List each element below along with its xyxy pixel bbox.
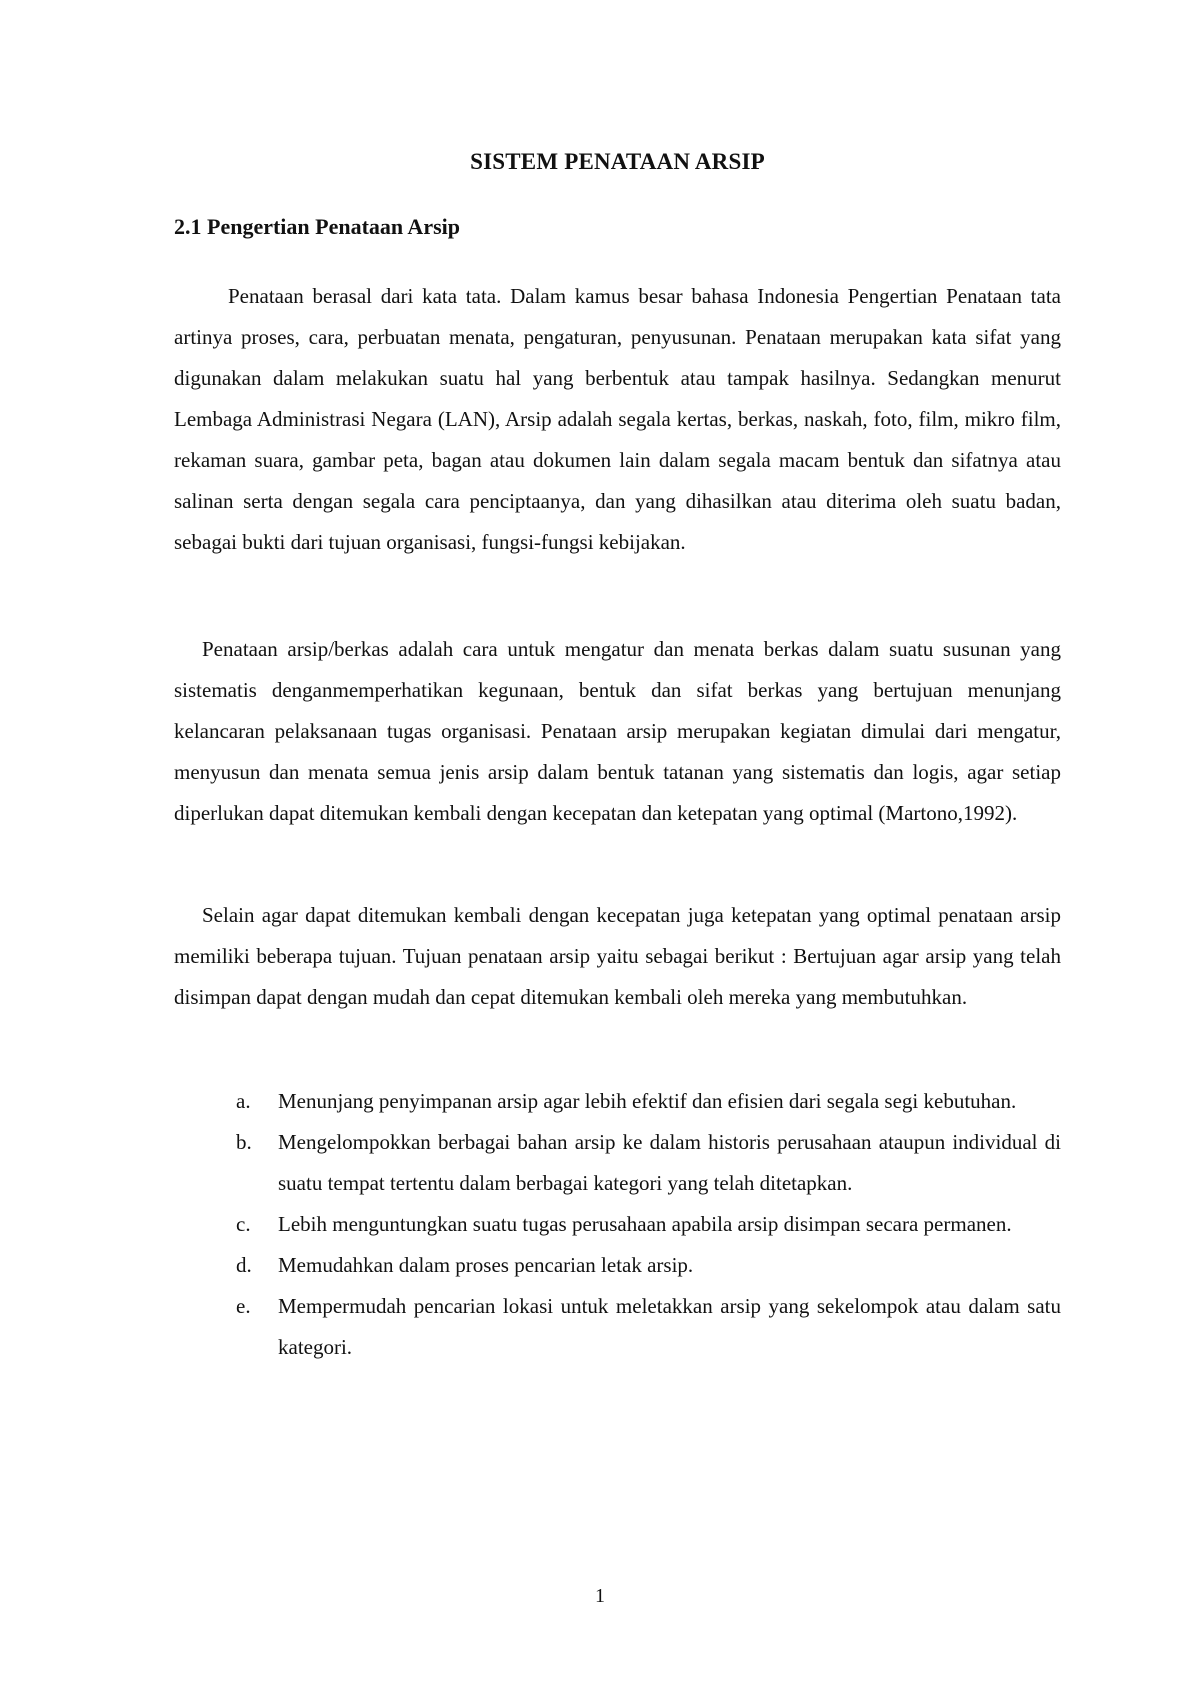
- list-marker: a.: [236, 1089, 251, 1113]
- document-title: SISTEM PENATAAN ARSIP: [470, 149, 765, 174]
- list-item: [236, 1204, 1061, 1245]
- list-item: [236, 1122, 1061, 1204]
- paragraph-1: Penataan berasal dari kata tata. Dalam kamus besar bahasa Indonesia Pengertian Penataan tata artinya proses, cara, perbuatan menata, pengaturan, penyusunan. Penataan merupakan kata sifat yang digunakan dalam melakukan suatu hal yang berbentuk atau tampak hasilnya. Sedangkan menurut Lembaga Administrasi Negara (LAN), Arsip adalah segala kertas, berkas, naskah, foto, film, mikro film, rekaman suara, gambar peta, bagan atau dokumen lain dalam segala macam bentuk dan sifatnya atau salinan serta dengan segala cara penciptaanya, dan yang dihasilkan atau diterima oleh suatu badan, sebagai bukti dari tujuan organisasi, fungsi-fungsi kebijakan.: [174, 284, 1061, 554]
- paragraph-2: Penataan arsip/berkas adalah cara untuk mengatur dan menata berkas dalam suatu susunan yang sistematis denganmemperhatikan kegunaan, bentuk dan sifat berkas yang bertujuan menunjang kelancaran pelaksanaan tugas organisasi. Penataan arsip merupakan kegiatan dimulai dari mengatur, menyusun dan menata semua jenis arsip dalam bentuk tatanan yang sistematis dan logis, agar setiap diperlukan dapat ditemukan kembali dengan kecepatan dan ketepatan yang optimal (Martono,1992).: [174, 637, 1061, 825]
- list-item: [236, 1081, 1061, 1122]
- list-item-text: Menunjang penyimpanan arsip agar lebih efektif dan efisien dari segala segi kebutuhan.: [278, 1089, 1017, 1113]
- list-item-text: Lebih menguntungkan suatu tugas perusahaan apabila arsip disimpan secara permanen.: [278, 1212, 1012, 1236]
- list-item: [236, 1286, 1061, 1368]
- list-item-text: Mengelompokkan berbagai bahan arsip ke dalam historis perusahaan ataupun individual di suatu tempat tertentu dalam berbagai kategori yang telah ditetapkan.: [278, 1130, 1061, 1195]
- section-heading: 2.1 Pengertian Penataan Arsip: [174, 214, 460, 239]
- list-marker: c.: [236, 1212, 251, 1236]
- list-item-text: Memudahkan dalam proses pencarian letak arsip.: [278, 1253, 694, 1277]
- paragraph-3: Selain agar dapat ditemukan kembali dengan kecepatan juga ketepatan yang optimal penataan arsip memiliki beberapa tujuan. Tujuan penataan arsip yaitu sebagai berikut : Bertujuan agar arsip yang telah disimpan dapat dengan mudah dan cepat ditemukan kembali oleh mereka yang membutuhkan.: [174, 903, 1061, 1009]
- list-marker: d.: [236, 1253, 252, 1277]
- list-item-text: Mempermudah pencarian lokasi untuk meletakkan arsip yang sekelompok atau dalam satu kategori.: [278, 1294, 1061, 1359]
- purpose-list: [236, 1081, 1061, 1368]
- list-marker: e.: [236, 1294, 251, 1318]
- page-number: 1: [595, 1585, 605, 1607]
- list-marker: b.: [236, 1130, 252, 1154]
- list-item: [236, 1245, 1061, 1286]
